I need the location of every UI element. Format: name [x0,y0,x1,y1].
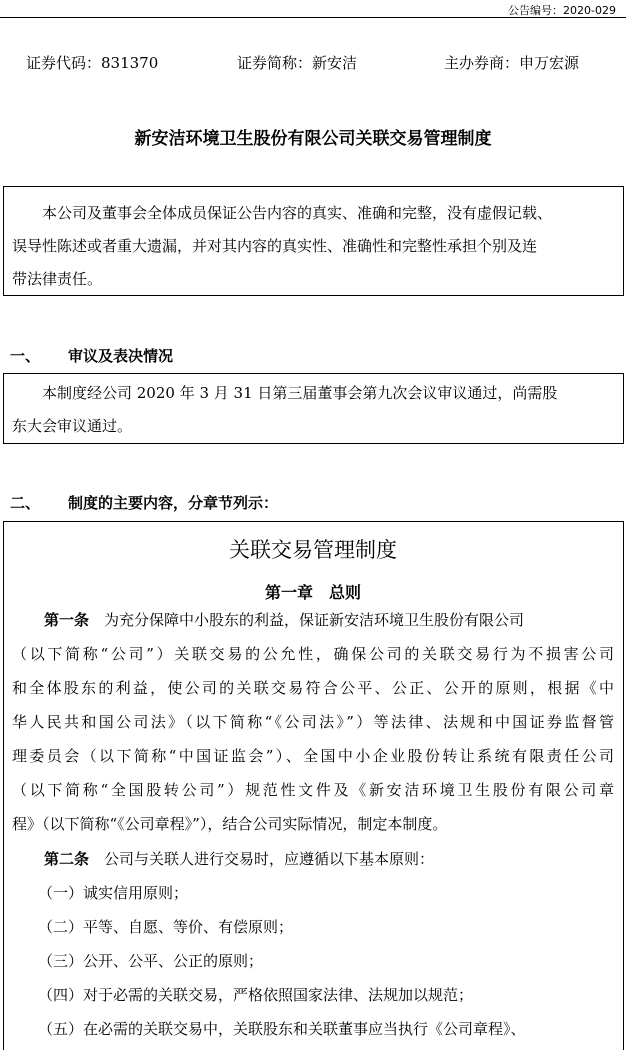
article-1-line-7: 程》（以下简称“《公司章程》”），结合公司实际情况，制定本制度。 [12,815,448,833]
article-2-label: 第二条 [44,850,90,868]
article-1-line-6: （以下简称“全国股转公司”）规范性文件及《新安洁环境卫生股份有限公司章 [12,781,614,799]
article-2-item-4: （四）对于必需的关联交易，严格依照国家法律、法规加以规范； [38,986,474,1004]
announcement-number-value: 2020-029 [563,4,616,17]
disclaimer-line-2: 误导性陈述或者重大遗漏，并对其内容的真实性、准确性和完整性承担个别及连 [12,237,538,255]
section-1-number: 一、 [10,347,41,365]
header-rule [0,17,626,18]
section-1-title: 审议及表决情况 [68,347,174,365]
section-1-heading [10,345,173,366]
section-2-heading [10,492,278,513]
stock-name: 证券简称：新安洁 [237,54,358,72]
article-2-item-1: （一）诚实信用原则； [38,884,189,902]
disclaimer-line-1: 本公司及董事会全体成员保证公告内容的真实、准确和完整，没有虚假记载、 [42,204,553,222]
disclaimer-line-3: 带法律责任。 [12,270,103,288]
article-2-item-2: （二）平等、自愿、等价、有偿原则； [38,918,294,936]
announcement-number [508,2,616,18]
article-1-line-4: 华人民共和国公司法》（以下简称“《公司法》”）等法律、法规和中国证券监督管 [12,713,614,731]
announcement-number-label: 公告编号： [508,4,564,17]
article-1-first-line [44,611,524,629]
chapter-1-title: 第一章 总则 [264,583,361,602]
article-1-label: 第一条 [44,611,90,629]
section-2-number: 二、 [10,494,41,512]
stock-code: 证券代码：831370 [26,54,159,72]
article-1-line-5: 理委员会（以下简称“中国证监会”）、全国中小企业股份转让系统有限责任公司 [12,747,614,765]
section-1-line-1: 本制度经公司 2020 年 3 月 31 日第三届董事会第九次会议审议通过，尚需股 [42,384,558,402]
article-1-text: 为充分保障中小股东的利益，保证新安洁环境卫生股份有限公司 [104,611,525,629]
system-title: 关联交易管理制度 [229,538,397,562]
article-1-line-3: 和全体股东的利益，使公司的关联交易符合公平、公正、公开的原则，根据《中 [12,679,614,697]
article-2-first-line [44,850,434,868]
section-2-title: 制度的主要内容，分章节列示： [68,494,279,512]
article-2-item-3: （三）公开、公平、公正的原则； [38,952,264,970]
article-2-item-5: （五）在必需的关联交易中，关联股东和关联董事应当执行《公司章程》、 [38,1020,526,1038]
article-2-text: 公司与关联人进行交易时，应遵循以下基本原则： [104,850,435,868]
sponsor-broker: 主办券商：申万宏源 [444,54,580,72]
document-title: 新安洁环境卫生股份有限公司关联交易管理制度 [134,129,492,149]
section-1-line-2: 东大会审议通过。 [12,417,133,435]
article-1-line-2: （以下简称“公司”）关联交易的公允性，确保公司的关联交易行为不损害公司 [12,645,614,663]
